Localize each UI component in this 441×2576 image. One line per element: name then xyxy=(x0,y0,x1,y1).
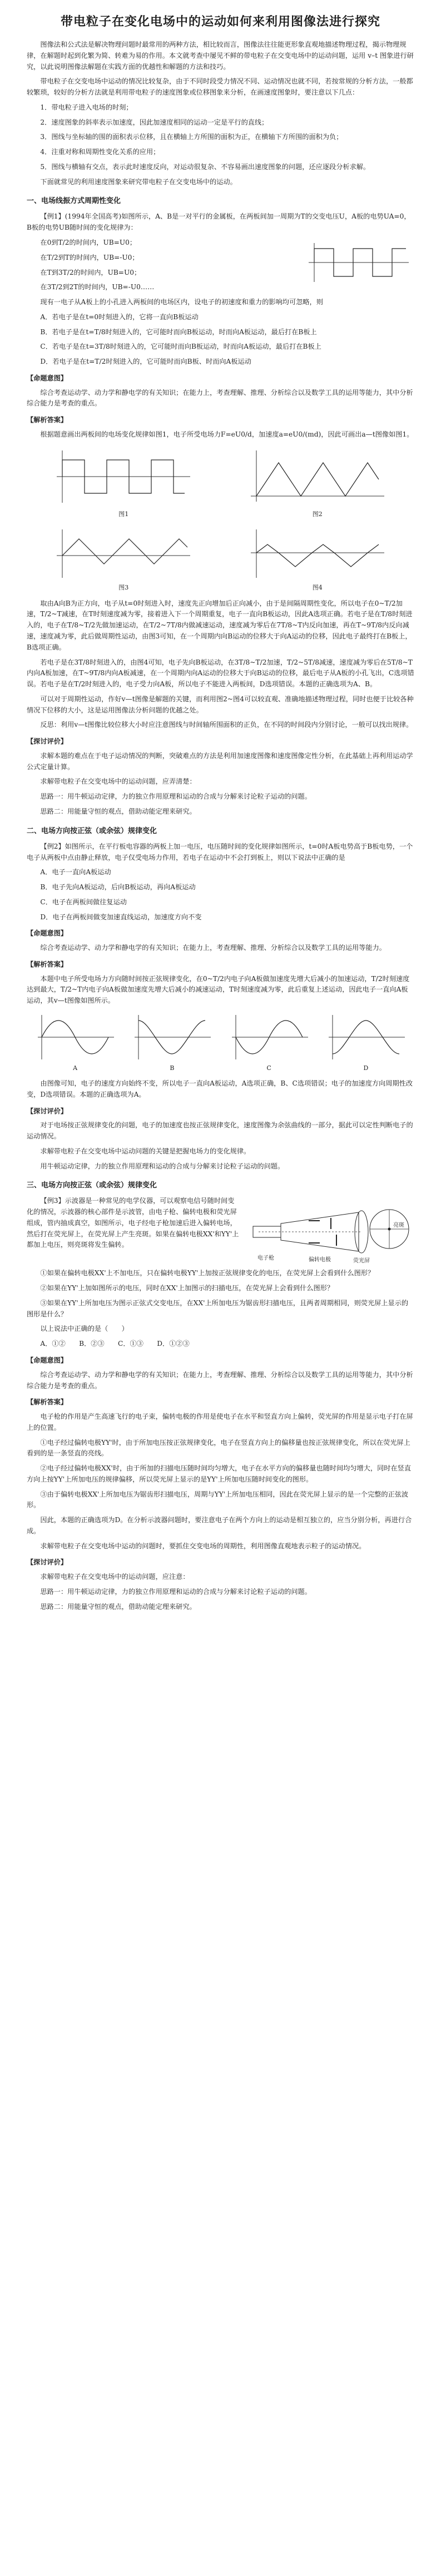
tag-label: 【解析答案】 xyxy=(27,416,68,424)
intro-point: 4．注重对称和周期性变化关系的应用； xyxy=(40,148,160,156)
intro-point: 3．图线与坐标轴的围的面积表示位移，且在横轴上方所围的面积为正，在横轴下方所围的面积为负； xyxy=(40,133,343,141)
sine-graph-b xyxy=(130,1012,214,1062)
option-line: A．若电子是在t=0时刻进入的，它将一直向B板运动 xyxy=(40,313,199,321)
analysis-text: 根据题意画出两板间的电场变化规律如图1，电子所受电场力F=eU0/d，加速度a=eU0/(md)，因此可画出a—t图像如图1。 xyxy=(40,430,414,438)
figure-row-3 xyxy=(27,1012,414,1072)
question-line: ③如果在YY'上所加电压为图示正弦式交变电压，在XX'上所加电压为锯齿形扫描电压，且两者周期相同，则荧光屏上显示的图形是什么？ xyxy=(27,1299,409,1318)
intro-point: 2．速度图象的斜率表示加速度，因此加速度相同的运动一定是平行的直线； xyxy=(40,118,269,126)
section-heading: 一、电场线振方式周期性变化 xyxy=(27,197,121,206)
figure-2 xyxy=(245,446,390,518)
figure-2-graph xyxy=(245,446,390,507)
section-heading: 三、电场方向按正弦（或余弦）规律变化 xyxy=(27,1181,157,1190)
example-statement: 【例1】(1994年全国高考)如图所示，A、B是一对平行的金属板，在两板间加一周期为T的交变电压U，A板的电势UA=0，B板的电势UB随时间的变化规律为： xyxy=(27,212,411,232)
analysis-text: 因此，本题的正确选项为D。在分析示波器问题时，要注意电子在两个方向上的运动是相互独立的，应当分别分析，再进行合成。 xyxy=(27,1516,412,1535)
analysis-text: 若电子是在3T/8时刻进入的，由图4可知，电子先向B板运动，在3T/8~T/2加速，T/2~5T/8减速，速度减为零后在5T/8~T内向A板加速，在T~9T/8内向A板减速，在一个周期内向A运动的位移大于向B运动的位移，最后电子从A板的小孔飞出，C选项错误。若电子是在T/2时刻进入的，电子受力向A板，所以电子不能进入两板间，D选项错误。本题的正确选项为A、B。 xyxy=(27,658,414,688)
sine-graph-c xyxy=(227,1012,311,1062)
square-wave-diagram xyxy=(303,237,414,288)
tag-label: 【探讨评价】 xyxy=(27,1107,68,1115)
intro-paragraph: 图像法和公式法是解决物理问题时最常用的两种方法，相比较而言，图像法往往能更形象直观地描述物理过程，揭示物理规律，在解题时起到化繁为简、转难为易的作用。本文就考查中屡见不鲜的带电粒子在交变电场中的运动问题，运用 v–t 图象进行研究，以此说明图像法解题在实践方面的优越性和解题的方法和技巧。 xyxy=(27,41,414,71)
point-text: 综合考查运动学、动力学和静电学的有关知识；在能力上，考查理解、推理、分析综合以及数学工具的运用等能力。 xyxy=(40,944,386,952)
figure-caption: 图3 xyxy=(118,583,129,591)
figure-3-graph xyxy=(51,525,196,581)
article-title: 带电粒子在变化电场中的运动如何来利用图像法进行探究 xyxy=(60,14,380,29)
example-statement: 现有一电子从A板上的小孔进入两板间的电场区内，设电子的初速度和重力的影响均可忽略，则 xyxy=(40,298,323,306)
option-line: D．若电子是在t=T/2时刻进入的，它可能时而向B板、时而向A板运动 xyxy=(40,358,251,366)
figure-d xyxy=(324,1012,408,1072)
option-line: C．电子在两板间做往复运动 xyxy=(40,898,127,906)
diagram-label: 电子枪 xyxy=(257,1255,274,1262)
tag-label: 【命题意图】 xyxy=(27,374,68,382)
figure-3 xyxy=(51,525,196,592)
intro-section xyxy=(27,39,414,187)
analysis-text: 由图像可知，电子的速度方向始终不变，所以电子一直向A板运动，A选项正确，B、C选项错误；电子的加速度方向周期性改变，D选项错误。本题的正确选项为A。 xyxy=(27,1079,413,1098)
note-text: 反思：利用v—t图像比较位移大小时应注意图线与时间轴所围面积的正负，在不同的时间段内分别讨论，一般可以找出规律。 xyxy=(40,721,413,729)
figure-row-2 xyxy=(27,525,414,592)
case-line: 在0到T/2的时间内，UB=U0； xyxy=(40,239,137,246)
oscilloscope-tube-diagram xyxy=(247,1196,414,1268)
figure-caption: D xyxy=(363,1064,369,1072)
fx-text: 求解带电粒子在交变电场中运动问题的关键是把握电场力的变化规律。 xyxy=(40,1147,251,1155)
fx-text: 思路二：用能量守恒的观点，借助动能定理来研究。 xyxy=(40,807,196,815)
figure-caption: 图2 xyxy=(312,510,323,518)
figure-a xyxy=(33,1012,117,1072)
figure-caption: 图1 xyxy=(118,510,129,518)
analysis-text: ③由于偏转电极XX'上所加电压为锯齿形扫描电压，周期与YY'上所加电压相同，因此在荧光屏上显示的是一个完整的正弦波形。 xyxy=(27,1490,409,1509)
figure-4-graph xyxy=(245,525,390,581)
question-line: ①如果在偏转电极XX'上不加电压，只在偏转电极YY'上加按正弦规律变化的电压，在荧光屏上会看到什么图形？ xyxy=(40,1269,375,1277)
option-line: A．①② B．②③ C．①③ D．①②③ xyxy=(40,1340,190,1348)
fx-text: 思路一：用牛顿运动定律，力的独立作用原理和运动的合成与分解来讨论粒子运动的问题。 xyxy=(40,792,311,801)
fx-text: 求解带电粒子在交变电场中的运动问题，应弄清楚： xyxy=(40,777,196,786)
option-line: D．电子在两板间做变加速直线运动，加速度方向不变 xyxy=(40,913,202,921)
sine-graph-a xyxy=(33,1012,117,1062)
tag-label: 【命题意图】 xyxy=(27,1356,68,1364)
example-statement: 【例2】如图所示，在平行板电容器的两板上加一电压，电压随时间的变化规律如图所示，t=0时A板电势高于B板电势，一个电子从两板中点由静止释放，电子仅受电场力作用，若电子在运动中不会打到板上，则以下说法中正确的是 xyxy=(27,842,413,861)
fx-text: 思路一：用牛顿运动定律，力的独立作用原理和运动的合成与分解来讨论粒子运动的问题。 xyxy=(40,1587,311,1596)
analysis-text: ②电子经过偏转电极XX'时，由于所加的扫描电压随时间均匀增大，电子在水平方向的偏移量也随时间均匀增大，同时在竖直方向上按YY'上所加电压的规律偏移，所以荧光屏上显示的是YY'上所加电压随时间变化的图形。 xyxy=(27,1464,412,1483)
tag-label: 【探讨评价】 xyxy=(27,1558,68,1567)
fx-text: 思路二：用能量守恒的观点，借助动能定理来研究。 xyxy=(40,1602,196,1611)
example-statement: 【例3】示波器是一种常见的电学仪器，可以观察电信号随时间变化的情况，示波器的核心部件是示波管，由电子枪、偏转电极和荧光屏组成，管内抽成真空，如图所示，电子经电子枪加速后进入偏转电场，然后打在荧光屏上，在荧光屏上产生亮斑。如果在偏转电极XX'和YY'上都加上电压，则亮斑将发生偏转。 xyxy=(27,1197,239,1249)
option-line: C．若电子是在t=3T/8时刻进入的，它可能时而向B板运动，时而向A板运动，最后打在B板上 xyxy=(40,343,321,351)
section-1 xyxy=(27,195,414,817)
option-line: B．电子先向A板运动，后向B板运动，再向A板运动 xyxy=(40,883,196,891)
section-heading: 二、电场方向按正弦（或余弦）规律变化 xyxy=(27,826,157,835)
question-line: 以上说法中正确的是（ ） xyxy=(40,1325,128,1333)
intro-paragraph: 带电粒子在交变电场中运动的情况比较复杂，由于不同时段受力情况不同、运动情况也就不同，若按常规的分析方法，一般都较繁琐，较好的分析方法就是利用带电粒子的速度图象或位移图象来分析，在画速度图象时，要注意以下几点： xyxy=(27,77,413,97)
figure-1 xyxy=(51,446,196,518)
figure-row-1 xyxy=(27,446,414,518)
option-line: A．电子一直向A板运动 xyxy=(40,868,111,876)
fx-text: 对于电场按正弦规律变化的问题，电子的加速度也按正弦规律变化，速度图像为余弦曲线的一部分，据此可以定性判断电子的运动情况。 xyxy=(27,1121,413,1141)
sine-graph-d xyxy=(324,1012,408,1062)
section-2 xyxy=(27,825,414,1172)
figure-caption: 图4 xyxy=(312,583,323,591)
figure-caption: C xyxy=(266,1064,271,1072)
fx-text: 用牛顿运动定律，力的独立作用原理和运动的合成与分解来讨论粒子运动的问题。 xyxy=(40,1162,285,1170)
figure-c xyxy=(227,1012,311,1072)
fx-text: 求解带电粒子在交变电场中的运动问题，应注意： xyxy=(40,1573,190,1581)
diagram-label: 亮斑 xyxy=(393,1222,404,1229)
figure-4 xyxy=(245,525,390,592)
section-3 xyxy=(27,1180,414,1612)
tag-label: 【探讨评价】 xyxy=(27,737,68,746)
intro-paragraph: 下面就常见的利用速度图象来研究带电粒子在交变电场中的运动。 xyxy=(40,177,237,186)
diagram-label: 偏转电极 xyxy=(309,1257,331,1264)
analysis-text: 电子枪的作用是产生高速飞行的电子束，偏转电极的作用是使电子在水平和竖直方向上偏转，荧光屏的作用是显示电子打在屏上的位置。 xyxy=(27,1413,413,1431)
note-text: 可以对于周期性运动，作好v—t图像是解题的关键，而利用图2~图4可以较直观、准确地描述物理过程，同时也便于比较各种情况下位移的大小，这是运用图像法分析问题的优越之处。 xyxy=(27,695,414,714)
tag-label: 【命题意图】 xyxy=(27,929,68,938)
case-line: 在T到3T/2的时间内，UB=U0； xyxy=(40,268,141,276)
question-line: ②如果在YY'上加如图所示的电压，同时在XX'上加图示的扫描电压，在荧光屏上会看到什么图形？ xyxy=(40,1284,334,1292)
point-text: 综合考查运动学、动力学和静电学的有关知识；在能力上，考查理解、推理、分析综合以及数学工具的运用等能力，其中分析综合能力是考查的重点。 xyxy=(27,1370,413,1390)
analysis-text: 取由A向B为正方向，电子从t=0时刻进入时，速度先正向增加后正向减小，由于是间隔周期性变化，所以电子在0~T/2加速，T/2~T减速，在T时刻速度减为零，接着进入下一个周期重复，电子一直向B板运动，因此A选项正确。若电子是在T/8时刻进入的，电子在T/8~T/2先做加速运动，在T/2~7T/8内做减速运动，速度减为零后在7T/8~T内反向加速，再在T~9T/8内反向减速，速度减为零，此后做周期性运动，由图3可知，在一个周期内向B运动的位移大于向A运动的位移，因此电子最终打在B板上，B选项正确。 xyxy=(27,599,413,651)
diagram-label: 荧光屏 xyxy=(353,1258,370,1265)
figure-1-graph xyxy=(51,446,196,507)
intro-point: 5．图线与横轴有交点，表示此时速度反向，对运动很复杂、不容易画出速度图象的问题，还应逐段分析求解。 xyxy=(40,162,370,171)
figure-b xyxy=(130,1012,214,1072)
case-line: 在T/2到T的时间内，UB=-U0； xyxy=(40,253,139,261)
figure-caption: A xyxy=(73,1064,78,1072)
analysis-text: ①电子经过偏转电极YY'时，由于所加电压按正弦规律变化，电子在竖直方向上的偏移量也按正弦规律变化，所以在荧光屏上看到的是一条竖直的亮线。 xyxy=(27,1438,410,1458)
intro-point: 1．带电粒子进入电场的时刻； xyxy=(40,103,133,111)
option-line: B．若电子是在t=T/8时刻进入的，它可能时而向B板运动，时而向A板运动，最后打在B板上 xyxy=(40,328,317,336)
analysis-text: 求解带电粒子在交变电场中运动的问题时，要抓住交变电场的周期性，利用图像直观地表示粒子的运动情况。 xyxy=(40,1542,366,1550)
case-line: 在3T/2到2T的时间内，UB=-U0…… xyxy=(40,283,155,291)
tag-label: 【解析答案】 xyxy=(27,960,68,968)
tag-label: 【解析答案】 xyxy=(27,1398,68,1406)
fx-text: 求解本题的难点在于电子运动情况的判断，突破难点的方法是利用加速度图像和速度图像定性分析，在此基础上再利用运动学公式定量计算。 xyxy=(27,751,413,771)
figure-caption: B xyxy=(170,1064,175,1072)
point-text: 综合考查运动学、动力学和静电学的有关知识；在能力上，考查理解、推理、分析综合以及数学工具的运用等能力，其中分析综合能力是考查的重点。 xyxy=(27,388,413,408)
analysis-text: 本题中电子所受电场力方向随时间按正弦规律变化，在0~T/2内电子向A板做加速度先增大后减小的加速运动，T/2时刻速度达到最大，T/2~T内电子向A板做加速度先增大后减小的减速运动，T时刻速度减为零，此后重复上述运动，因此电子一直向A板运动，其v—t图像如图所示。 xyxy=(27,974,410,1005)
